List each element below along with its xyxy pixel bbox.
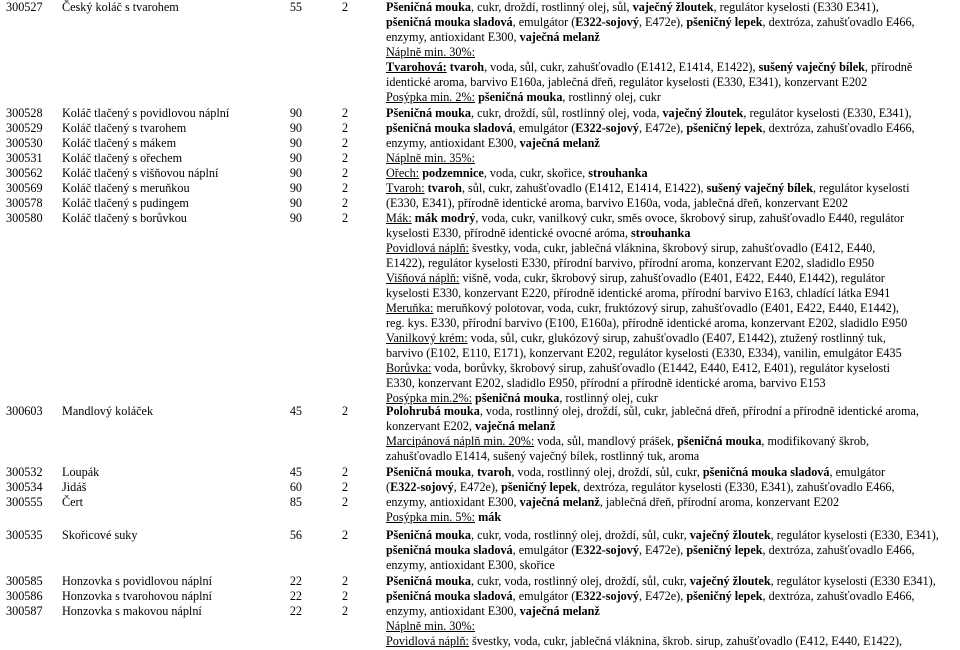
ingredient-line: Borůvka: voda, borůvky, škrobový sirup, zahušťovadlo (E1442, E440, E412, E401), regulátor kyselosti: [386, 361, 891, 375]
ingredient-line: Polohrubá mouka, voda, rostlinný olej, droždí, sůl, cukr, jablečná dřeň, přírodní a přírodně identické aroma,: [386, 404, 919, 418]
product-name: Český koláč s tvarohem: [62, 0, 179, 14]
product-name: Koláč tlačený s mákem: [62, 136, 177, 150]
product-code: 300532: [6, 465, 43, 479]
product-name: Čert: [62, 495, 83, 509]
ingredient-line: enzymy, antioxidant E300, vaječná melanž, jablečná dřeň, přírodní aroma, konzervant E202: [386, 495, 840, 509]
product-quantity: 2: [342, 528, 349, 542]
product-code: 300555: [6, 495, 43, 509]
product-quantity: 2: [342, 121, 349, 135]
product-code: 300535: [6, 528, 43, 542]
product-weight-column: [278, 465, 302, 510]
ingredient-line: Pšeničná mouka, cukr, voda, rostlinný olej, droždí, sůl, cukr, vaječný žloutek, regulátor kyselosti (E330, E341),: [386, 528, 939, 542]
product-name: Koláč tlačený s tvarohem: [62, 121, 187, 135]
product-quantity: 2: [342, 480, 349, 494]
product-weight-column: [278, 574, 302, 619]
ingredients-text: [386, 0, 960, 105]
ingredient-line: E1422), regulátor kyselosti E330, přírodní barvivo, přírodní aroma, konzervant E202, sladidlo E950: [386, 256, 875, 270]
ingredient-line: zahušťovadlo E1414, sušený vaječný bílek, rostlinný tuk, aroma: [386, 449, 700, 463]
ingredients-text: [386, 528, 960, 573]
product-quantity: 2: [342, 136, 349, 150]
product-weight-column: [278, 0, 302, 15]
product-quantity: 2: [342, 495, 349, 509]
ingredient-line: Náplně min. 35%:: [386, 151, 476, 165]
ingredients-text: [386, 465, 960, 525]
product-weight-column: [278, 528, 302, 543]
ingredient-line: konzervant E202, vaječná melanž: [386, 419, 556, 433]
product-name: Skořicové suky: [62, 528, 138, 542]
ingredients-text: [386, 106, 960, 406]
product-quantity-column: [342, 106, 354, 226]
ingredient-line: identické aroma, barvivo E160a, jablečná dřeň, regulátor kyselosti (E330, E341), konzervant E202: [386, 75, 868, 89]
ingredient-line: pšeničná mouka sladová, emulgátor (E322-sojový, E472e), pšeničný lepek, dextróza, zahušťovadlo E466,: [386, 121, 915, 135]
product-code-column: [6, 404, 60, 419]
product-weight-column: [278, 106, 302, 226]
product-weight: 55: [289, 0, 302, 14]
ingredient-line: Tvarohová: tvaroh, voda, sůl, cukr, zahušťovadlo (E1412, E1414, E1422), sušený vaječný bílek, přírodně: [386, 60, 913, 74]
ingredient-line: Povidlová náplň: švestky, voda, cukr, jablečná vláknina, škrobový sirup, zahušťovadlo (E412, E440,: [386, 241, 876, 255]
ingredient-line: Povidlová náplň: švestky, voda, cukr, jablečná vláknina, škrob. sirup, zahušťovadlo (E412, E440, E1422),: [386, 634, 903, 648]
product-quantity-column: [342, 404, 354, 419]
product-quantity: 2: [342, 106, 349, 120]
ingredient-line: reg. kys. E330, přírodní barvivo (E100, E160a), přírodně identické aroma, konzervant E202, sladidlo E950: [386, 316, 908, 330]
ingredient-line: Náplně min. 30%:: [386, 45, 476, 59]
product-name-column: [62, 0, 288, 15]
product-weight: 90: [289, 136, 302, 150]
ingredient-line: (E322-sojový, E472e), pšeničný lepek, dextróza, regulátor kyselosti (E330, E341), zahušťovadlo E466,: [386, 480, 895, 494]
product-name: Honzovka s povidlovou náplní: [62, 574, 212, 588]
product-weight: 56: [289, 528, 302, 542]
product-name: Honzovka s makovou náplní: [62, 604, 202, 618]
ingredient-line: Mák: mák modrý, voda, cukr, vanilkový cukr, směs ovoce, škrobový sirup, zahušťovadlo E440, regulátor: [386, 211, 905, 225]
product-name-column: [62, 528, 288, 543]
product-name: Koláč tlačený s ořechem: [62, 151, 183, 165]
product-weight: 90: [289, 166, 302, 180]
product-code: 300534: [6, 480, 43, 494]
product-quantity: 2: [342, 574, 349, 588]
product-name: Loupák: [62, 465, 100, 479]
ingredient-line: Posýpka min.2%: pšeničná mouka, rostlinný olej, cukr: [386, 391, 658, 405]
product-code-column: [6, 574, 60, 619]
product-quantity: 2: [342, 211, 349, 225]
product-quantity: 2: [342, 196, 349, 210]
product-quantity-column: [342, 528, 354, 543]
ingredient-line: Vanilkový krém: voda, sůl, cukr, glukózový sirup, zahušťovadlo (E407, E1442), ztužený rostlinný tuk,: [386, 331, 886, 345]
ingredient-line: E330, konzervant E202, sladidlo E950, přírodní a přírodně identické aroma, barvivo E153: [386, 376, 826, 390]
ingredient-line: Náplně min. 30%:: [386, 619, 476, 633]
product-code: 300580: [6, 211, 43, 225]
product-weight: 45: [289, 465, 302, 479]
product-code: 300529: [6, 121, 43, 135]
product-weight: 22: [289, 574, 302, 588]
ingredient-line: Višňová náplň: višně, voda, cukr, škrobový sirup, zahušťovadlo (E401, E422, E440, E1442), regulátor: [386, 271, 885, 285]
product-weight: 22: [289, 604, 302, 618]
product-weight: 60: [289, 480, 302, 494]
ingredient-line: enzymy, antioxidant E300, vaječná melanž: [386, 604, 600, 618]
product-quantity-column: [342, 0, 354, 15]
product-code: 300578: [6, 196, 43, 210]
product-name-column: [62, 404, 288, 419]
product-quantity-column: [342, 465, 354, 510]
product-name: Koláč tlačený s povidlovou náplní: [62, 106, 230, 120]
product-code-column: [6, 465, 60, 510]
product-name-column: [62, 574, 288, 619]
ingredient-line: Pšeničná mouka, cukr, voda, rostlinný olej, droždí, sůl, cukr, vaječný žloutek, regulátor kyselosti (E330 E341),: [386, 574, 936, 588]
ingredient-line: pšeničná mouka sladová, emulgátor (E322-sojový, E472e), pšeničný lepek, dextróza, zahušťovadlo E466,: [386, 589, 915, 603]
product-code: 300585: [6, 574, 43, 588]
product-name: Koláč tlačený s borůvkou: [62, 211, 187, 225]
ingredient-line: enzymy, antioxidant E300, skořice: [386, 558, 555, 572]
ingredient-line: Meruňka: meruňkový polotovar, voda, cukr, fruktózový sirup, zahušťovadlo (E401, E422, E440, E1442),: [386, 301, 899, 315]
ingredient-line: Marcipánová náplň min. 20%: voda, sůl, mandlový prášek, pšeničná mouka, modifikovaný škrob,: [386, 434, 870, 448]
product-name: Jidáš: [62, 480, 87, 494]
ingredients-text: [386, 574, 960, 649]
ingredient-line: Pšeničná mouka, cukr, droždí, rostlinný olej, sůl, vaječný žloutek, regulátor kyselosti (E330 E341),: [386, 0, 879, 14]
product-code-column: [6, 528, 60, 543]
ingredients-text: [386, 404, 960, 464]
product-name: Mandlový koláček: [62, 404, 154, 418]
product-code: 300569: [6, 181, 43, 195]
product-weight: 90: [289, 151, 302, 165]
product-code: 300603: [6, 404, 43, 418]
ingredient-line: Pšeničná mouka, tvaroh, voda, rostlinný olej, droždí, sůl, cukr, pšeničná mouka sladová, emulgátor: [386, 465, 886, 479]
product-quantity: 2: [342, 151, 349, 165]
product-code: 300587: [6, 604, 43, 618]
product-weight: 90: [289, 181, 302, 195]
product-name-column: [62, 465, 288, 510]
ingredient-line: Tvaroh: tvaroh, sůl, cukr, zahušťovadlo (E1412, E1414, E1422), sušený vaječný bílek, regulátor kyselosti: [386, 181, 910, 195]
product-code: 300586: [6, 589, 43, 603]
product-code: 300528: [6, 106, 43, 120]
product-code: 300527: [6, 0, 43, 14]
product-quantity-column: [342, 574, 354, 619]
product-weight: 22: [289, 589, 302, 603]
product-code: 300531: [6, 151, 43, 165]
ingredient-line: barvivo (E102, E110, E171), konzervant E202, regulátor kyselosti (E330, E334), vanilin, emulgátor E435: [386, 346, 902, 360]
ingredient-line: kyselosti E330, konzervant E220, přírodně identické aroma, přírodní barvivo E163, chladící látka E941: [386, 286, 891, 300]
ingredient-line: kyselosti E330, přírodně identické ovocné aróma, strouhanka: [386, 226, 691, 240]
product-quantity: 2: [342, 404, 349, 418]
ingredient-line: enzymy, antioxidant E300, vaječná melanž: [386, 136, 600, 150]
ingredient-line: Pšeničná mouka, cukr, droždí, sůl, rostlinný olej, voda, vaječný žloutek, regulátor kyselosti (E330, E341),: [386, 106, 912, 120]
product-weight: 85: [289, 495, 302, 509]
product-weight-column: [278, 404, 302, 419]
product-quantity: 2: [342, 181, 349, 195]
product-weight: 45: [289, 404, 302, 418]
product-name: Koláč tlačený s višňovou náplní: [62, 166, 219, 180]
product-name: Honzovka s tvarohovou náplní: [62, 589, 212, 603]
product-name: Koláč tlačený s pudingem: [62, 196, 189, 210]
product-name-column: [62, 106, 288, 226]
product-code-column: [6, 0, 60, 15]
product-weight: 90: [289, 106, 302, 120]
product-quantity: 2: [342, 166, 349, 180]
ingredient-line: (E330, E341), přírodně identické aroma, barvivo E160a, voda, jablečná dřeň, konzervant E202: [386, 196, 848, 210]
product-quantity: 2: [342, 589, 349, 603]
ingredient-line: enzymy, antioxidant E300, vaječná melanž: [386, 30, 600, 44]
ingredient-line: Ořech: podzemnice, voda, cukr, skořice, strouhanka: [386, 166, 648, 180]
product-quantity: 2: [342, 0, 349, 14]
product-quantity: 2: [342, 604, 349, 618]
product-weight: 90: [289, 196, 302, 210]
ingredient-line: Posýpka min. 5%: mák: [386, 510, 502, 524]
product-code-column: [6, 106, 60, 226]
product-weight: 90: [289, 211, 302, 225]
product-quantity: 2: [342, 465, 349, 479]
product-code: 300530: [6, 136, 43, 150]
ingredient-line: pšeničná mouka sladová, emulgátor (E322-sojový, E472e), pšeničný lepek, dextróza, zahušťovadlo E466,: [386, 15, 915, 29]
product-name: Koláč tlačený s meruňkou: [62, 181, 190, 195]
product-weight: 90: [289, 121, 302, 135]
product-code: 300562: [6, 166, 43, 180]
ingredient-line: Posýpka min. 2%: pšeničná mouka, rostlinný olej, cukr: [386, 90, 661, 104]
ingredient-line: pšeničná mouka sladová, emulgátor (E322-sojový, E472e), pšeničný lepek, dextróza, zahušťovadlo E466,: [386, 543, 915, 557]
